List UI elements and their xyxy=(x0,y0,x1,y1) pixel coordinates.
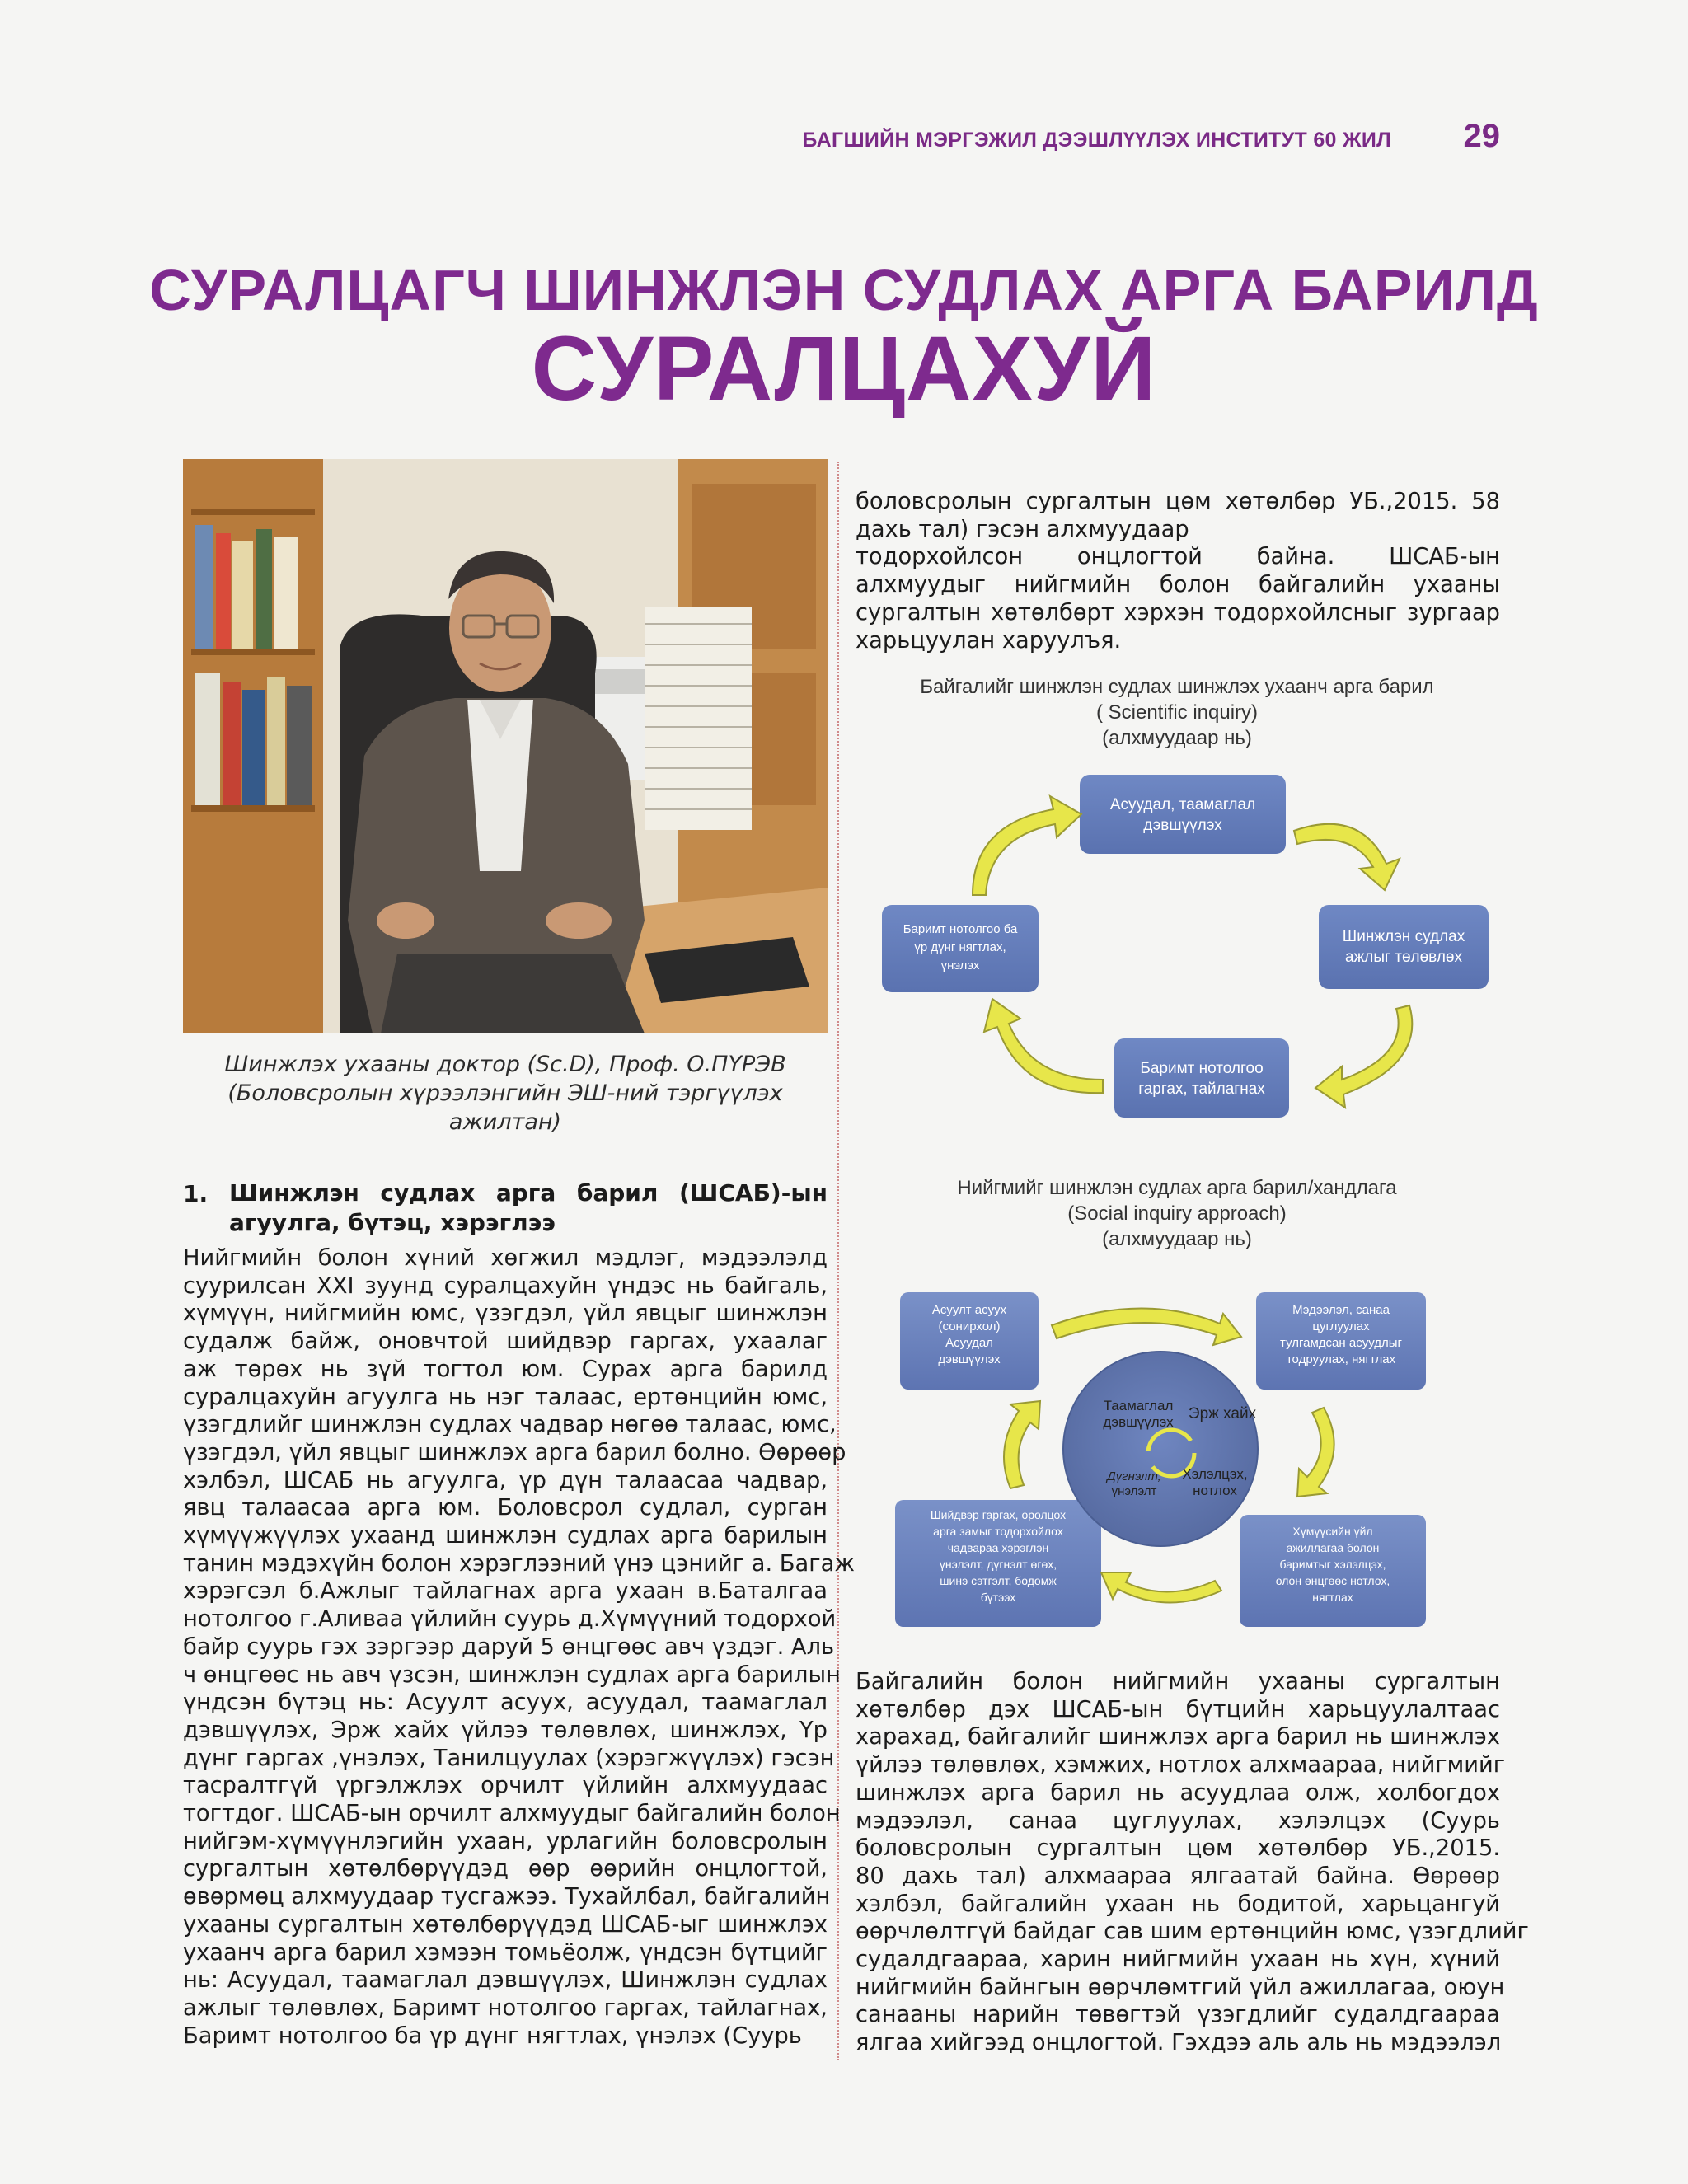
text-line: нь: Асуудал, таамаглал дэвшүүлэх, Шинжлэн судлах xyxy=(183,1967,828,1994)
text-line: ухаанч арга барил хэмээн томьёолж, үндсэн бүтцийг xyxy=(183,1939,828,1966)
social-arrow-right xyxy=(1297,1408,1334,1497)
social-box-tr-text-2: цуглуулах xyxy=(1312,1319,1370,1333)
social-box-bl-text-1: Шийдвэр гаргах, оролцох xyxy=(930,1508,1067,1521)
social-box-br-text-4: олон өнцгөөс нотлох, xyxy=(1275,1574,1390,1587)
text-line: ялгаа хийгээд онцлогтой. Гэхдээ аль аль нь мэдээлэл xyxy=(856,2030,1502,2056)
social-box-bl-text-3: чадвараа хэрэглэн xyxy=(947,1541,1049,1554)
diagram2-title xyxy=(847,1175,1507,1252)
text-line: ч өнцгөөс нь авч үзсэн, шинжлэн судлах арга барилын xyxy=(183,1661,841,1688)
section-heading xyxy=(229,1179,828,1238)
portrait-photo xyxy=(183,459,828,1033)
text-line: суурилсан XXI зуунд суралцахуйн үндэс нь байгаль, xyxy=(183,1272,828,1299)
text-line: шинжлэх арга барил нь асуудлаа олж, холбогдох xyxy=(856,1779,1500,1806)
social-box-br-text-5: нягтлах xyxy=(1312,1591,1353,1604)
diagram2-title-line: (Social inquiry approach) xyxy=(1067,1202,1287,1225)
diagram1-title-line: ( Scientific inquiry) xyxy=(1095,701,1259,724)
center-label-7: нотлох xyxy=(1193,1483,1237,1498)
right-column-body-text xyxy=(856,1668,1529,2057)
text-line: үзэгдэл, үйл явцыг шинжлэх арга барил болно. Өөрөөр xyxy=(183,1439,846,1465)
social-box-bl-text-5: шинэ сэтгэлт, бодомж xyxy=(940,1574,1057,1587)
text-line: танин мэдэхүйн болон хэрэглээний үнэ цэнийг а. Багаж xyxy=(183,1550,855,1577)
center-label-6: Хэлэлцэх, xyxy=(1182,1466,1248,1482)
text-line: Нийгмийн болон хүний хөгжил мэдлэг, мэдээлэлд xyxy=(183,1245,828,1271)
text-line: Баримт нотолгоо ба үр дүнг нягтлах, үнэлэх (Суурь xyxy=(183,2022,802,2049)
text-line: үзэгдлийг шинжлэн судлах чадвар нөгөө талаас, юмс, xyxy=(183,1412,837,1438)
center-label-5: үнэлэлт xyxy=(1111,1484,1157,1498)
text-line: сургалтын хөтөлбөрүүдэд өөр өөрийн онцлогтой, xyxy=(183,1856,828,1882)
text-line: сургалтын хөтөлбөрт хэрхэн тодорхойлсныг зургаар xyxy=(856,599,1500,626)
social-box-tl-text-1: Асуулт асуух xyxy=(931,1303,1007,1317)
text-line: судалж байж, оновчтой шийдвэр гаргах, ухаалаг xyxy=(183,1329,828,1355)
cycle-box-top xyxy=(1080,775,1286,854)
text-line: нотолгоо г.Аливаа үйлийн суурь д.Хүмүүний тодорхой xyxy=(183,1606,837,1633)
cycle-box-top-text-2: дэвшүүлэх xyxy=(1143,817,1222,834)
social-box-tl-text-3: Асуудал xyxy=(945,1336,993,1350)
text-line: хүмүүн, нийгмийн юмс, үзэгдэл, үйл явцыг шинжлэн xyxy=(183,1301,828,1327)
social-box-tr-text-3: тулгамдсан асуудлыг xyxy=(1280,1336,1402,1350)
text-line: ухааны сургалтын хөтөлбөрүүдэд ШСАБ-ыг шинжлэх xyxy=(183,1911,828,1938)
text-line: өөрчлөлтгүй байдаг сав шим ертөнцийн юмс, үзэгдлийг xyxy=(856,1919,1529,1945)
social-inquiry-diagram xyxy=(895,1284,1431,1638)
social-center-circle xyxy=(1063,1352,1258,1546)
text-line: байр суурь гэх зэргээр даруй 5 өнцгөөс авч үздэг. Аль xyxy=(183,1633,835,1660)
article-title-line1: СУРАЛЦАГЧ ШИНЖЛЭН СУДЛАХ АРГА БАРИЛД xyxy=(149,258,1539,322)
text-line: санааны нарийн төвөгтэй үзэгдлийг судалдгаараа xyxy=(856,2002,1500,2028)
center-label-3: Эрж хайх xyxy=(1188,1405,1257,1422)
text-line: боловсролын сургалтын цөм хөтөлбөр УБ.,2015. xyxy=(856,1835,1500,1862)
text-line: нийгмийн байнгын өөрчлөмтгий үйл ажиллагаа, оюун xyxy=(856,1974,1505,2000)
diagram1-title xyxy=(847,674,1507,751)
diagram1-title-line: (алхмуудаар нь) xyxy=(1102,727,1252,749)
text-line: хэлбэл, байгалийн ухаан нь бодитой, харьцангуй xyxy=(856,1891,1500,1917)
cycle-box-right-text-2: ажлыг төлөвлөх xyxy=(1345,949,1462,966)
article-title-line2: СУРАЛЦАХУЙ xyxy=(531,318,1157,419)
cycle-arrow-bottom-left xyxy=(984,999,1103,1093)
social-box-tl-text-4: дэвшүүлэх xyxy=(938,1352,1001,1366)
text-line: аж төрөх нь зүй тогтол юм. Сурах арга барилд xyxy=(183,1356,828,1382)
social-box-br-text-2: ажиллагаа болон xyxy=(1286,1541,1380,1554)
text-line: ажлыг төлөвлөх, Баримт нотолгоо гаргах, тайлагнах, xyxy=(183,1994,828,2021)
text-line: тасралтгүй үргэлжлэх орчилт үйлийн алхмуудаас xyxy=(183,1773,828,1799)
caption-line: Шинжлэх ухааны доктор (Sc.D), Проф. О.ПҮРЭВ xyxy=(224,1052,786,1077)
cycle-box-bottom-text-2: гаргах, тайлагнах xyxy=(1138,1080,1265,1098)
text-line: өвөрмөц алхмуудаар тусгажээ. Тухайлбал, байгалийн xyxy=(183,1884,831,1910)
cycle-box-bottom-text-1: Баримт нотолгоо xyxy=(1140,1060,1264,1077)
text-line: Байгалийн болон нийгмийн ухааны сургалтын xyxy=(856,1669,1500,1694)
text-line: судалдгаараа, харин нийгмийн ухаан нь хүн, хүний xyxy=(856,1947,1500,1973)
social-box-bl-text-2: арга замыг тодорхойлох xyxy=(933,1525,1063,1538)
diagram2-title-line: (алхмуудаар нь) xyxy=(1102,1228,1252,1250)
social-box-br-text-3: баримтыг хэлэлцэх, xyxy=(1279,1558,1386,1571)
diagram1-title-line: Байгалийг шинжлэн судлах шинжлэх ухаанч арга барил xyxy=(920,676,1434,698)
cycle-box-left-text-1: Баримт нотолгоо ба xyxy=(903,922,1018,936)
cycle-box-bottom xyxy=(1114,1038,1289,1118)
cycle-box-top-text-1: Асуудал, таамаглал xyxy=(1109,796,1256,813)
text-line: нийгэм-хүмүүнлэгийн ухаан, урлагийн боловсролын xyxy=(183,1828,828,1854)
center-label-2: дэвшүүлэх xyxy=(1103,1414,1174,1430)
left-column-text xyxy=(183,1244,855,2050)
cycle-arrow-right-bottom xyxy=(1315,1005,1412,1108)
section-heading-line2: агуулга, бүтэц, хэрэглээ xyxy=(229,1209,556,1236)
text-line: хэрэгсэл б.Ажлыг тайлагнах арга ухаан в.Баталгаа xyxy=(183,1578,828,1605)
text-line: дэвшүүлэх, Эрж хайх үйлээ төлөвлөх, шинжлэх, Үр xyxy=(183,1717,828,1743)
social-box-tr-text-1: Мэдээлэл, санаа xyxy=(1292,1303,1390,1317)
diagram2-title-line: Нийгмийг шинжлэн судлах арга барил/хандлага xyxy=(957,1177,1397,1199)
social-box-tr-text-4: тодруулах, нягтлах xyxy=(1286,1352,1396,1366)
social-box-tl-text-2: (сонирхол) xyxy=(938,1319,1001,1333)
cycle-arrow-left-top xyxy=(973,796,1081,895)
social-arrow-bottom xyxy=(1101,1572,1221,1603)
text-line: явц талаасаа арга юм. Боловсрол судлал, сурган xyxy=(183,1495,828,1521)
social-arrow-left xyxy=(1004,1401,1040,1488)
caption-line: ажилтан) xyxy=(448,1109,562,1135)
section-heading-line1: Шинжлэн судлах арга барил (ШСАБ)-ын xyxy=(229,1179,828,1207)
text-line: боловсролын сургалтын цөм хөтөлбөр УБ.,2015. 58 xyxy=(856,489,1500,514)
text-line: алхмуудыг нийгмийн болон байгалийн ухааны xyxy=(856,572,1500,598)
text-line: үндсэн бүтэц нь: Асуулт асуух, асуудал, таамаглал xyxy=(183,1690,828,1716)
text-line: хэлбэл, ШСАБ нь агуулга, үр дүн талаасаа чадвар, xyxy=(183,1467,828,1493)
social-box-bl-text-6: бүтээх xyxy=(980,1591,1016,1604)
page-number: 29 xyxy=(1463,118,1500,154)
social-box-br-text-1: Хүмүүсийн үйл xyxy=(1292,1525,1373,1538)
text-line: тодорхойлсон онцлогтой байна. ШСАБ-ын xyxy=(856,544,1500,570)
cycle-box-right xyxy=(1319,905,1489,989)
text-line: хүмүүжүүлэх ухаанд шинжлэн судлах арга барилын xyxy=(183,1523,828,1549)
text-line: тогтдог. ШСАБ-ын орчилт алхмуудыг байгалийн болон xyxy=(183,1801,841,1827)
cycle-box-right-text-1: Шинжлэн судлах xyxy=(1342,928,1465,945)
text-line: харьцуулан харуулъя. xyxy=(856,627,1122,654)
cycle-box-left-text-3: үнэлэх xyxy=(940,958,980,972)
right-column-intro-text xyxy=(856,488,1500,654)
caption-line: (Боловсролын хүрээлэнгийн ЭШ-ний тэргүүлэх xyxy=(227,1080,783,1106)
text-line: дахь тал) гэсэн алхмуудаар xyxy=(856,516,1189,542)
section-number: 1. xyxy=(183,1180,209,1207)
center-label-4: Дүгнэлт, xyxy=(1107,1469,1161,1483)
cycle-arrow-top-right xyxy=(1294,824,1400,890)
text-line: хөтөлбөр дэх ШСАБ-ын бүтцийн харьцуулалтаас xyxy=(856,1696,1500,1722)
text-line: суралцахуйн агуулга нь нэг талаас, ертөнцийн юмс, xyxy=(183,1384,828,1410)
scientific-inquiry-cycle-diagram xyxy=(882,766,1500,1129)
social-box-bl-text-4: үнэлэлт, дүгнэлт өгөх, xyxy=(939,1558,1057,1571)
text-line: үйлээ төлөвлөх, хэмжих, нотлох алхмаараа, нийгмийг xyxy=(856,1752,1506,1779)
text-line: дүнг гаргах ,үнэлэх, Танилцуулах (хэрэгжүүлэх) гэсэн xyxy=(183,1745,835,1771)
center-label-1: Таамаглал xyxy=(1103,1398,1174,1413)
cycle-box-left-text-2: үр дүнг нягтлах, xyxy=(914,940,1006,954)
social-arrow-top xyxy=(1052,1308,1241,1345)
text-line: харахад, байгалийг шинжлэх арга барил нь шинжлэх xyxy=(856,1724,1500,1750)
text-line: 80 дахь тал) алхмаараа ялгаатай байна. Өөрөөр xyxy=(856,1863,1500,1889)
running-header: БАГШИЙН МЭРГЭЖИЛ ДЭЭШЛҮҮЛЭХ ИНСТИТУТ 60 ЖИЛ xyxy=(802,129,1391,152)
photo-caption xyxy=(183,1050,828,1137)
text-line: мэдээлэл, санаа цуглуулах, хэлэлцэх (Суурь xyxy=(856,1807,1500,1834)
